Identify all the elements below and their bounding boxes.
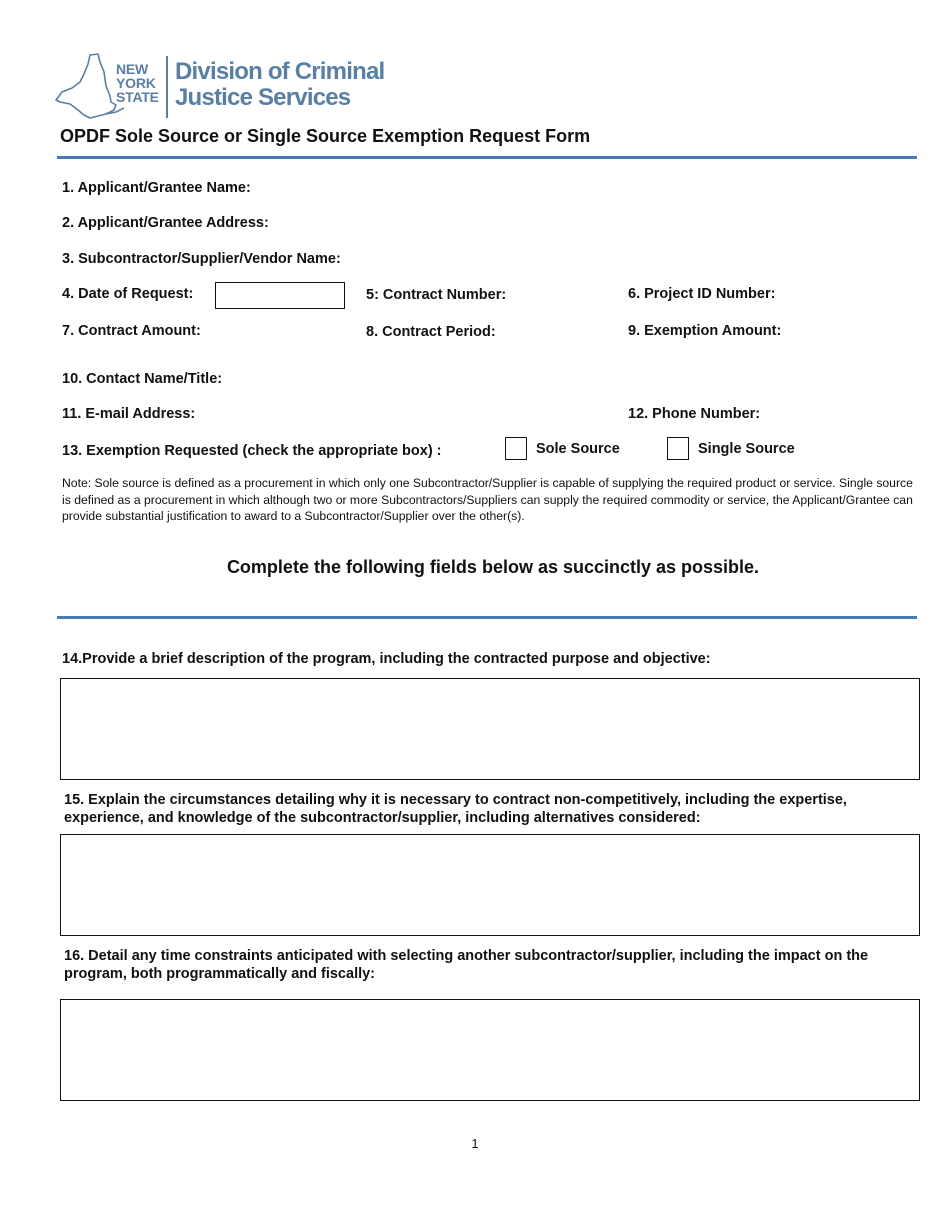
- question-14-textarea[interactable]: [60, 678, 920, 780]
- phone-number-label: 12. Phone Number:: [628, 406, 761, 422]
- question-16-label: 16. Detail any time constraints anticipated with selecting another subcontractor/supplier, including the impact on the program, both programmatically and fiscally:: [64, 948, 869, 982]
- date-of-request-label: 4. Date of Request:: [62, 286, 194, 302]
- exemption-amount-label: 9. Exemption Amount:: [628, 323, 782, 339]
- sole-source-label: Sole Source: [536, 441, 620, 457]
- agency-line-1: Division of Criminal: [175, 58, 385, 85]
- page-number: 1: [471, 1136, 479, 1151]
- contact-name-label: 10. Contact Name/Title:: [62, 371, 223, 387]
- instructions-heading: Complete the following fields below as succinctly as possible.: [226, 557, 760, 577]
- question-15-textarea[interactable]: [60, 834, 920, 936]
- vendor-name-label: 3. Subcontractor/Supplier/Vendor Name:: [62, 251, 341, 267]
- email-address-label: 11. E-mail Address:: [62, 406, 196, 422]
- new-york-state-outline-icon: [54, 52, 124, 122]
- form-title: OPDF Sole Source or Single Source Exemption Request Form: [60, 126, 591, 146]
- applicant-name-label: 1. Applicant/Grantee Name:: [62, 180, 251, 196]
- agency-name: [175, 59, 384, 111]
- definitions-note: Note: Sole source is defined as a procurement in which only one Subcontractor/Supplier is capable of supplying the required product or service. Single source is defined as a procurement in which although two or more Subcontractors/Suppliers can supply the required commodity or service, the Applicant/Grantee can provide substantial justification to award to a Subcontractor/Supplier over the other(s).: [62, 476, 913, 523]
- sole-source-checkbox[interactable]: [505, 437, 527, 460]
- state-line-2: YORK: [116, 75, 156, 91]
- applicant-address-label: 2. Applicant/Grantee Address:: [62, 215, 269, 231]
- exemption-requested-label: 13. Exemption Requested (check the appropriate box) :: [62, 443, 442, 459]
- state-line-1: NEW: [116, 61, 149, 77]
- question-14-label: 14.Provide a brief description of the program, including the contracted purpose and objective:: [62, 651, 711, 667]
- question-15-label: 15. Explain the circumstances detailing why it is necessary to contract non-competitively, including the expertise, experience, and knowledge of the subcontractor/supplier, including alternatives considered:: [64, 792, 847, 826]
- header-rule: [57, 156, 917, 159]
- contract-period-label: 8. Contract Period:: [366, 324, 496, 340]
- project-id-label: 6. Project ID Number:: [628, 286, 776, 302]
- agency-line-2: Justice Services: [175, 84, 351, 111]
- contract-number-label: 5: Contract Number:: [366, 287, 507, 303]
- state-line-3: STATE: [116, 89, 159, 105]
- contract-amount-label: 7. Contract Amount:: [62, 323, 201, 339]
- date-of-request-field[interactable]: [215, 282, 345, 309]
- state-wordmark: [116, 62, 159, 104]
- dcjs-logo: [54, 52, 394, 122]
- single-source-checkbox[interactable]: [667, 437, 689, 460]
- section-rule: [57, 616, 917, 619]
- question-16-textarea[interactable]: [60, 999, 920, 1101]
- single-source-label: Single Source: [698, 441, 795, 457]
- logo-divider: [166, 56, 168, 118]
